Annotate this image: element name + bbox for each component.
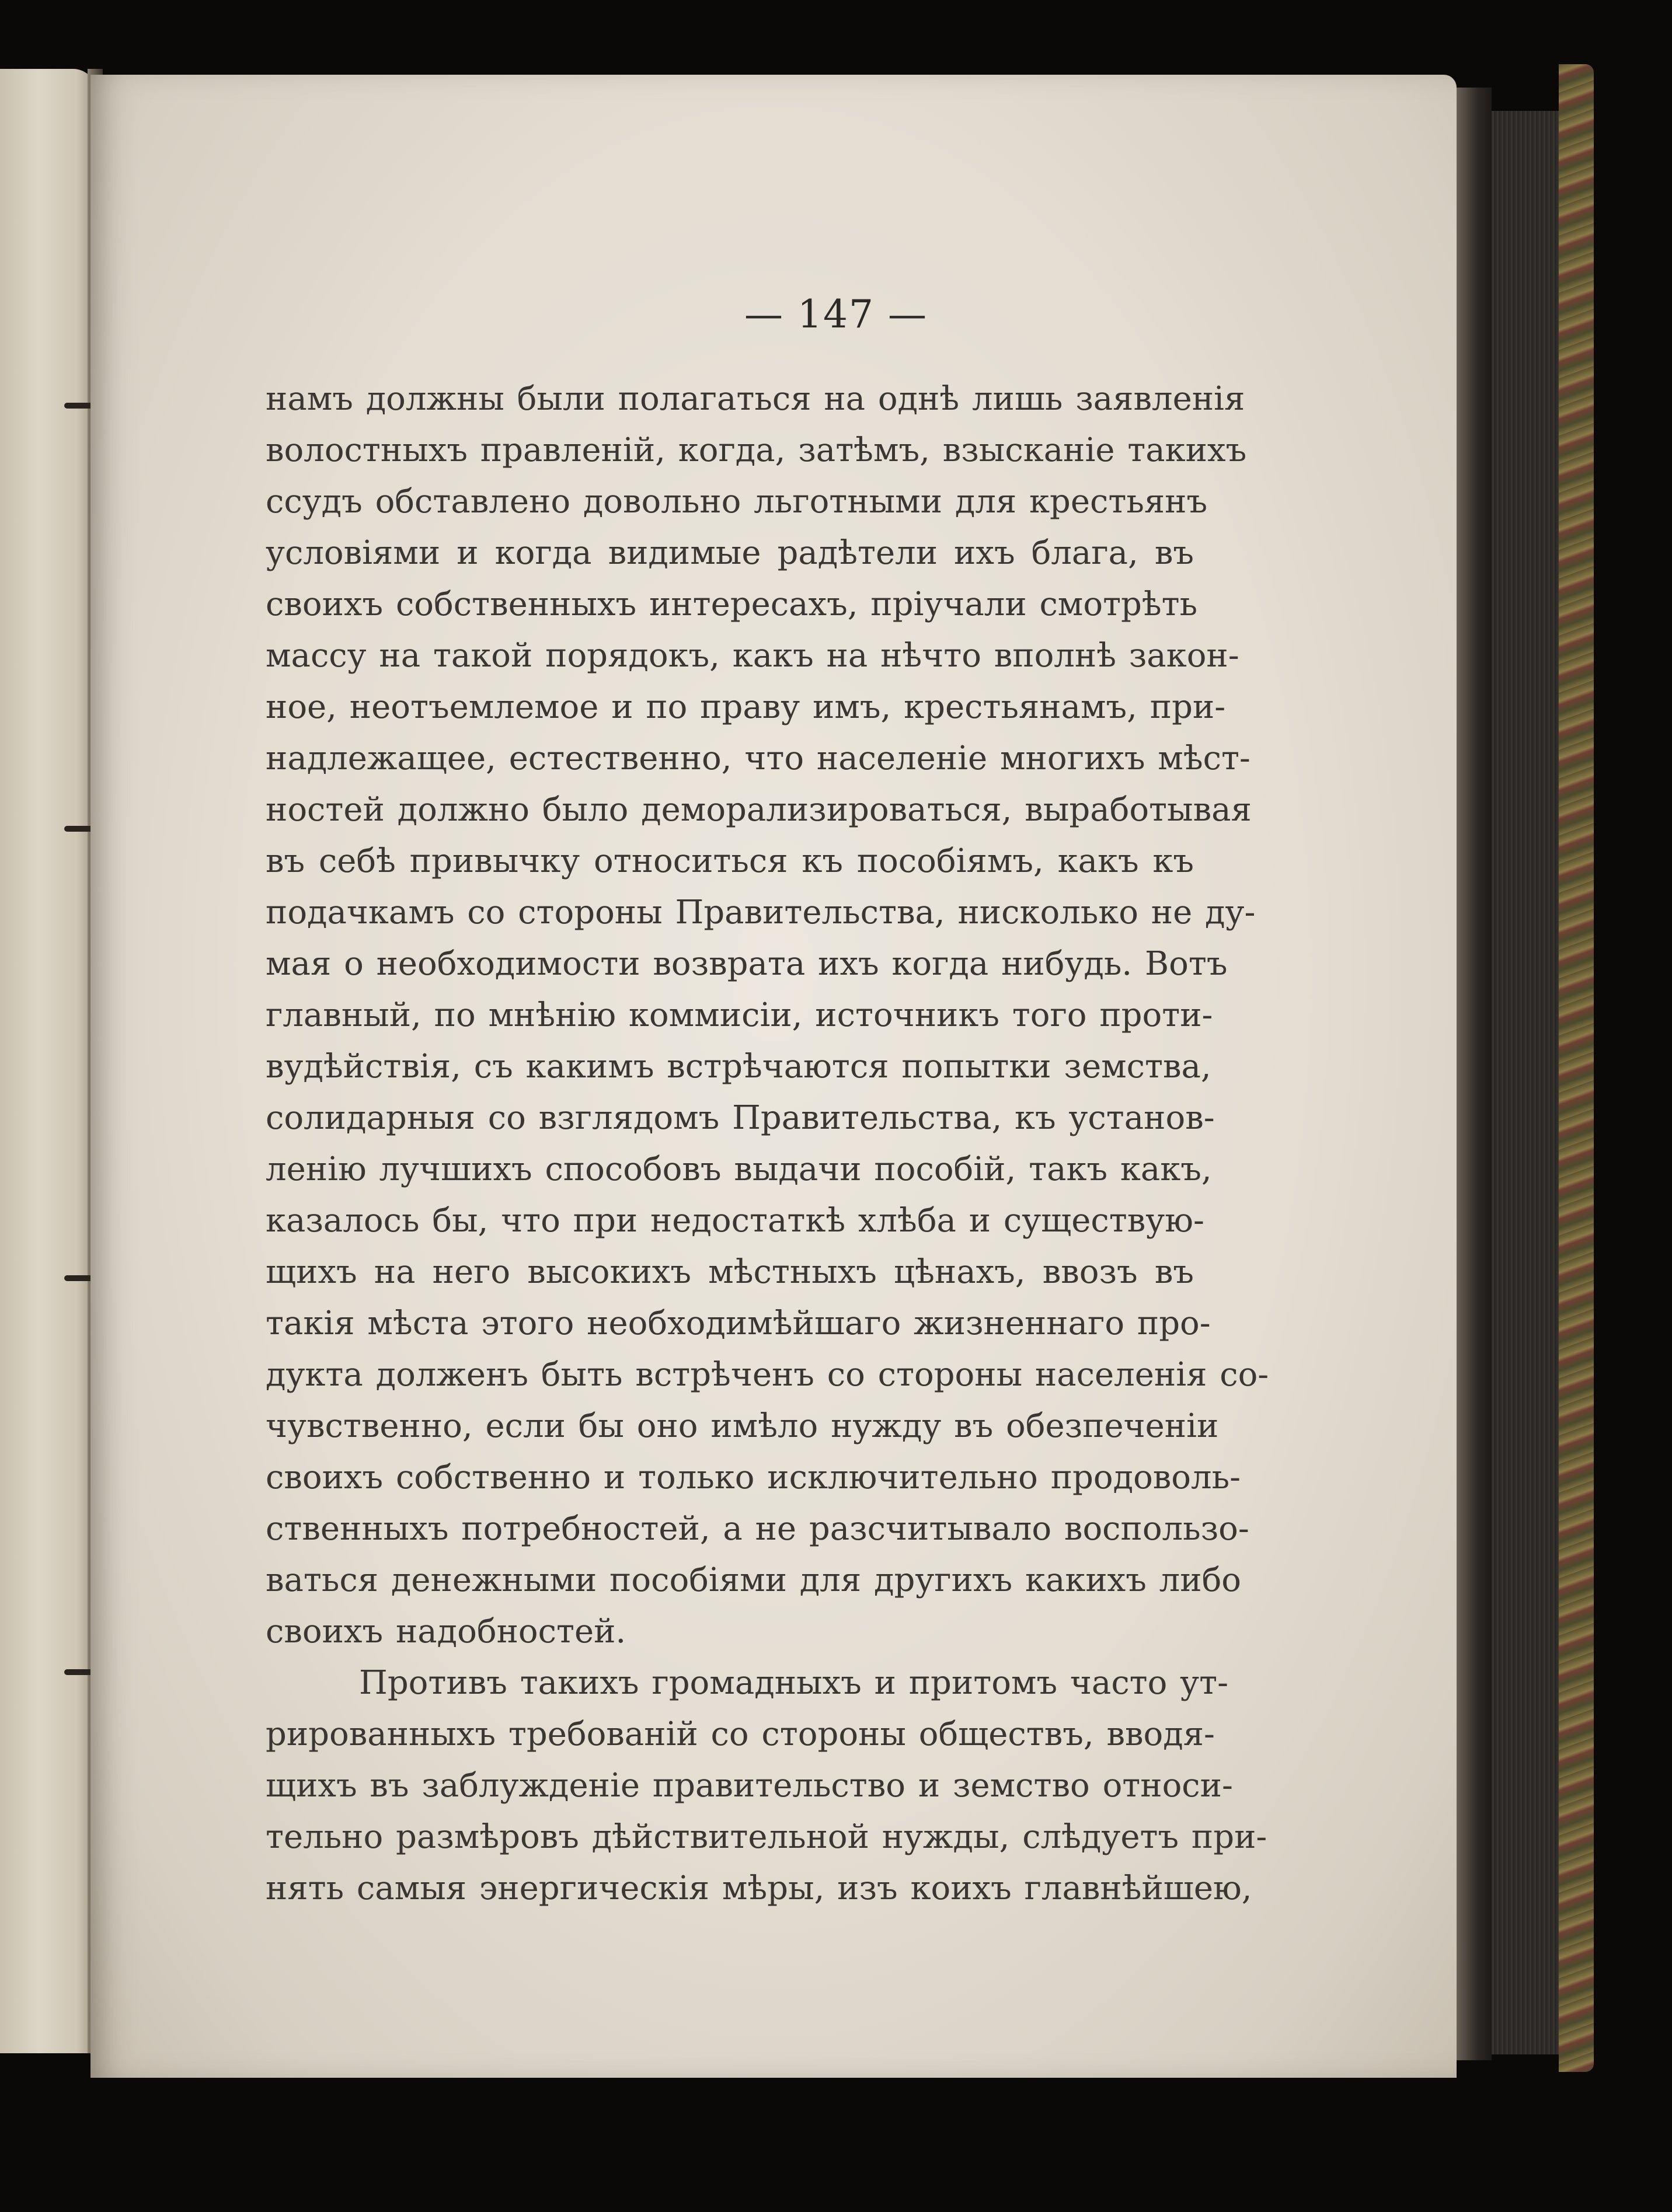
text-line: тельно размѣровъ дѣйствительной нужды, слѣдуетъ при- [266,1818,1267,1856]
text-line: ленію лучшихъ способовъ выдачи пособій, такъ какъ, [266,1150,1212,1188]
body-text [266,374,1269,1914]
text-line: главный, по мнѣнію коммисіи, источникъ того проти- [266,996,1213,1034]
text-line: нять самыя энергическія мѣры, изъ коихъ главнѣйшею, [266,1869,1252,1907]
page-number: — 147 — [744,292,928,337]
text-line: щихъ въ заблужденіе правительство и земство относи- [266,1767,1233,1805]
text-line: подачкамъ со стороны Правительства, нисколько не ду- [266,894,1256,931]
text-line: ное, неотъемлемое и по праву имъ, крестьянамъ, при- [266,688,1226,726]
text-line: условіями и когда видимые радѣтели ихъ блага, въ [266,534,1194,572]
text-line: вудѣйствія, съ какимъ встрѣчаются попытки земства, [266,1048,1211,1086]
text-line: массу на такой порядокъ, какъ на нѣчто вполнѣ закон- [266,637,1239,675]
background [1594,58,1672,2084]
text-line: дукта долженъ быть встрѣченъ со стороны населенія со- [266,1356,1269,1394]
text-line: своихъ собственныхъ интересахъ, пріучали смотрѣть [266,585,1198,623]
text-line: ваться денежными пособіями для другихъ какихъ либо [266,1561,1241,1599]
text-line: такія мѣста этого необходимѣйшаго жизненнаго про- [266,1304,1211,1342]
marbled-cover [1559,64,1594,2072]
text-line: мая о необходимости возврата ихъ когда нибудь. Вотъ [266,945,1228,983]
text-line: чувственно, если бы оно имѣло нужду въ обезпеченіи [266,1407,1219,1445]
text-line: намъ должны были полагаться на однѣ лишь заявленія [266,380,1245,418]
text-line: щихъ на него высокихъ мѣстныхъ цѣнахъ, ввозъ въ [266,1253,1194,1291]
text-line: ностей должно было деморализироваться, выработывая [266,791,1252,829]
text-line: рированныхъ требованій со стороны обществъ, вводя- [266,1715,1215,1753]
text-line: солидарныя со взглядомъ Правительства, къ установ- [266,1099,1215,1137]
text-line: казалось бы, что при недостаткѣ хлѣба и существую- [266,1202,1204,1240]
text-line: въ себѣ привычку относиться къ пособіямъ, какъ къ [266,842,1194,880]
text-line: ссудъ обставлено довольно льготными для крестьянъ [266,483,1208,521]
page-edge-shadow [1457,88,1492,2060]
text-line: надлежащее, естественно, что населеніе многихъ мѣст- [266,739,1250,777]
book-fore-edge [1492,111,1559,2054]
paragraph-start-line: Противъ такихъ громадныхъ и притомъ часто ут- [359,1664,1229,1702]
text-line: ственныхъ потребностей, а не разсчитывало воспользо- [266,1510,1249,1548]
text-line: волостныхъ правленій, когда, затѣмъ, взысканіе такихъ [266,431,1247,469]
facing-page-edge [0,69,96,2053]
text-line: своихъ собственно и только исключительно продоволь- [266,1459,1241,1496]
text-line: своихъ надобностей. [266,1613,626,1651]
